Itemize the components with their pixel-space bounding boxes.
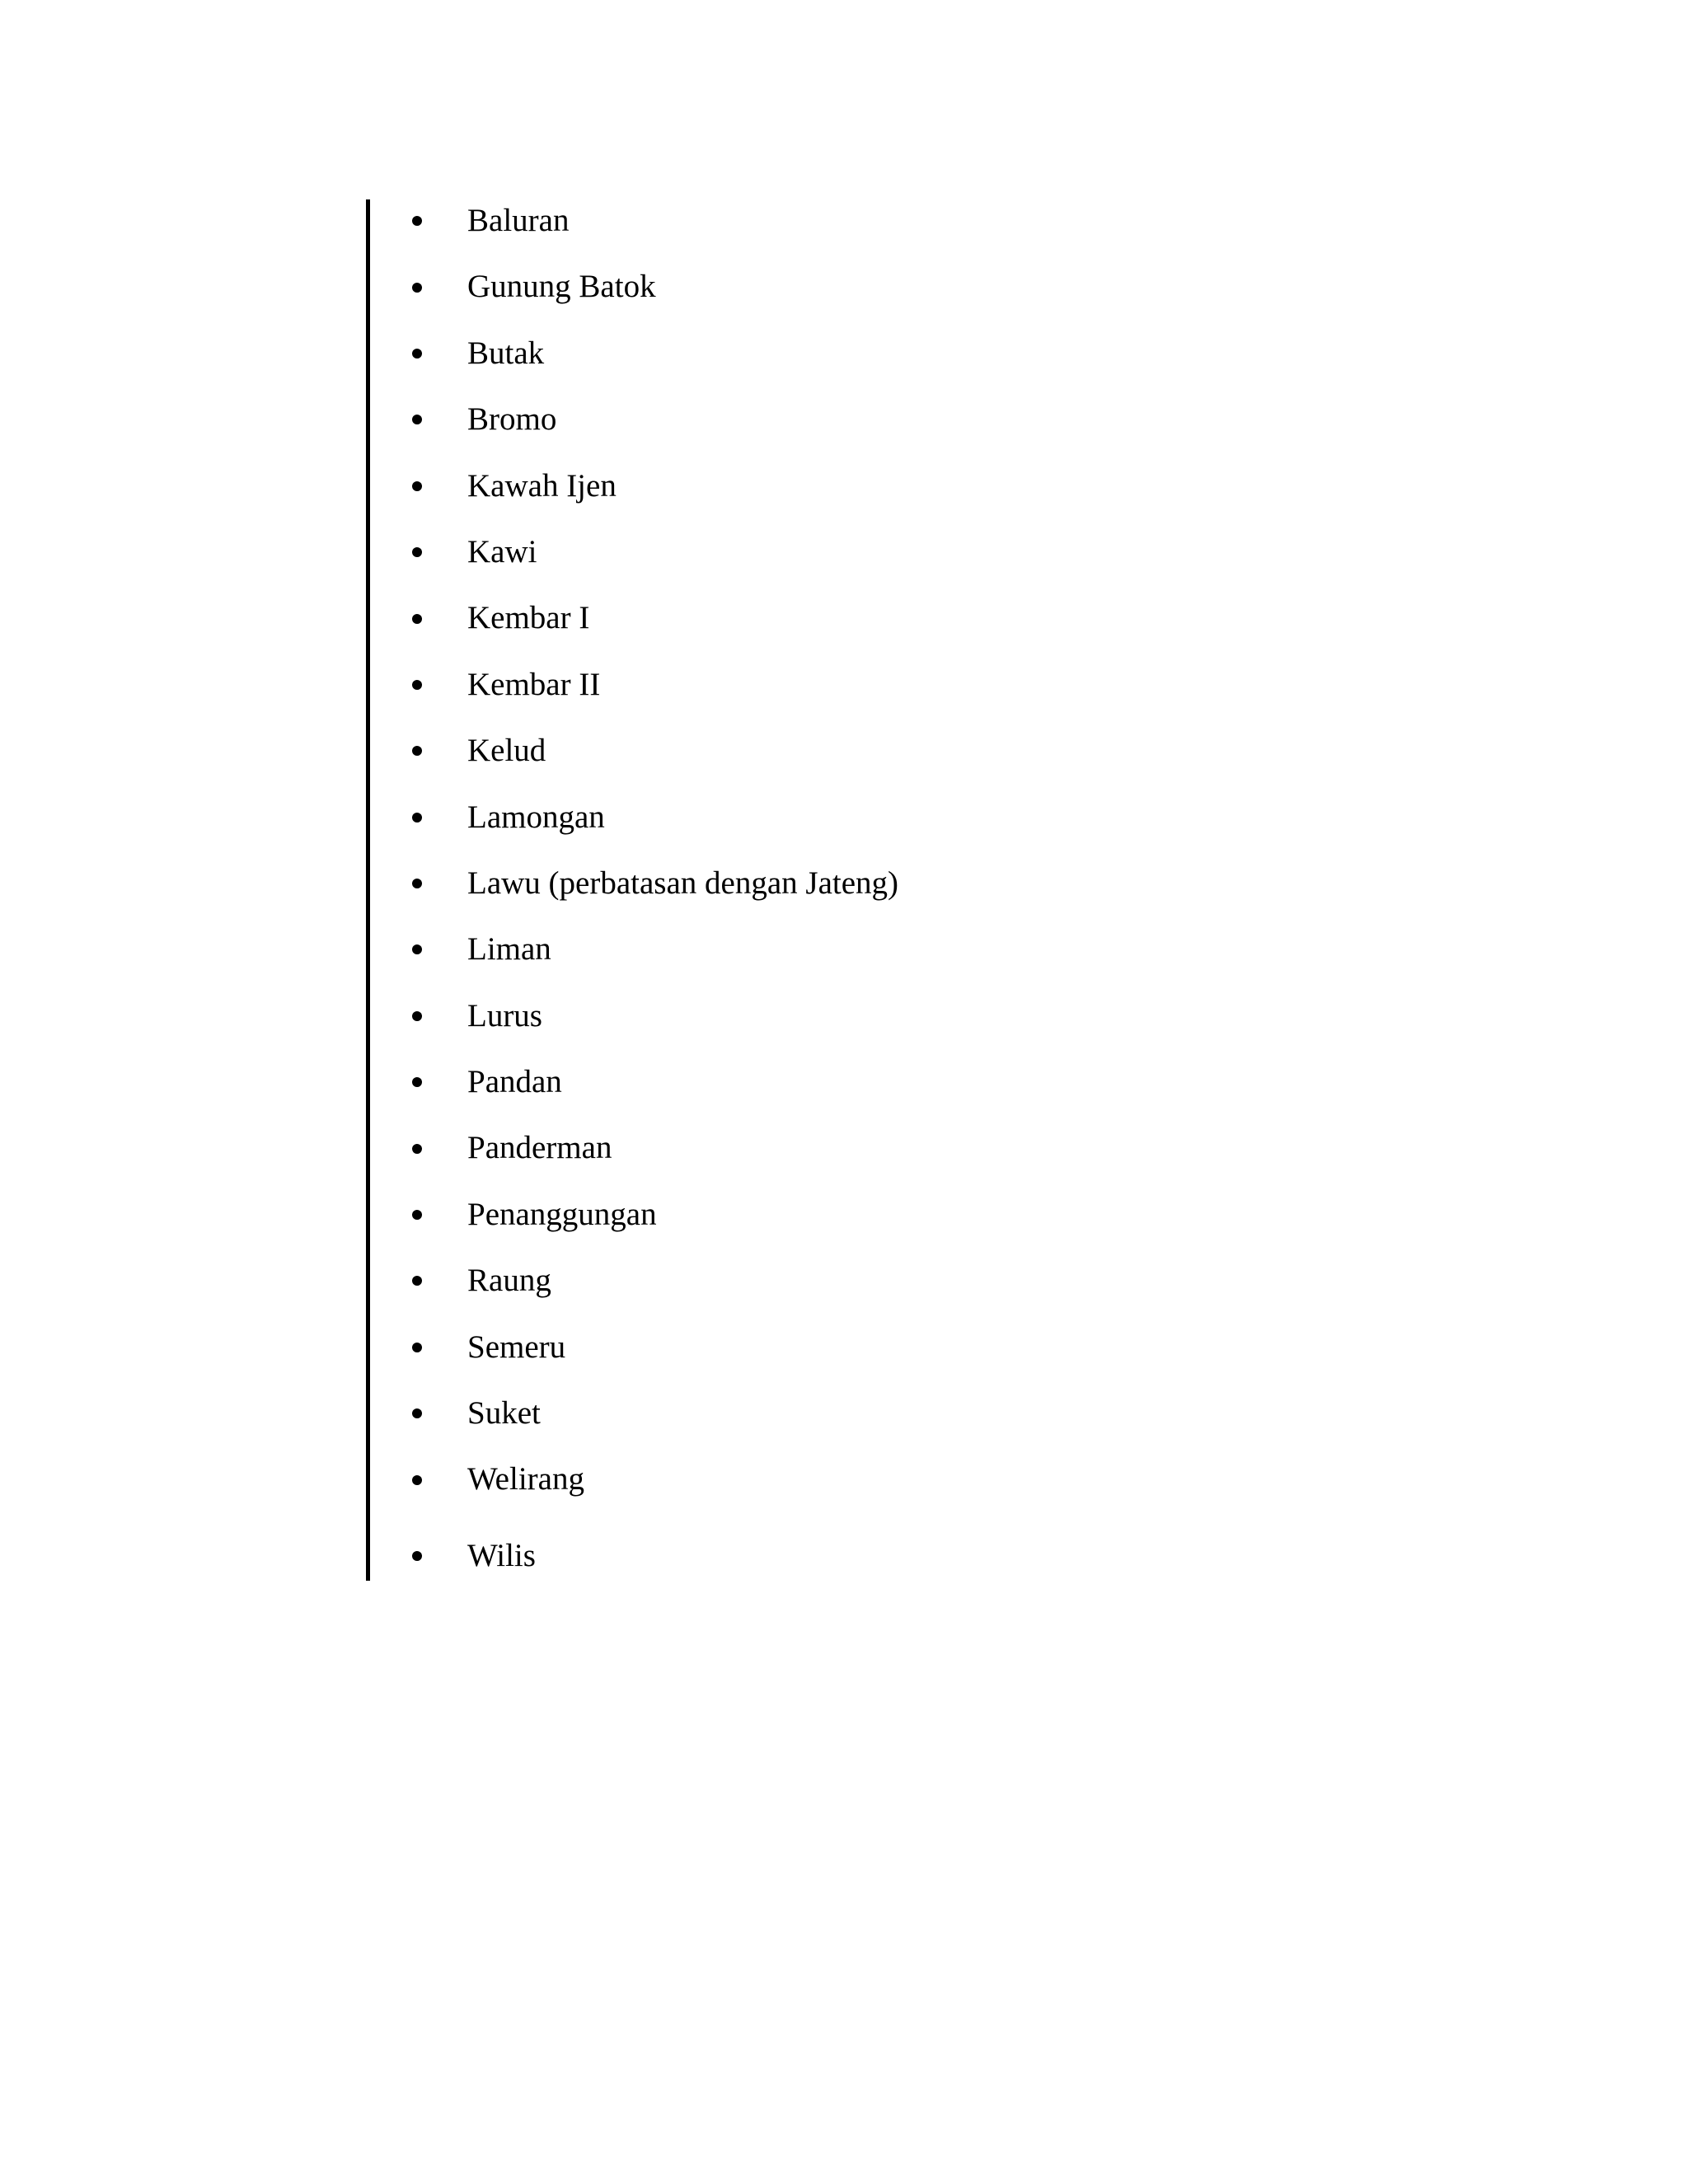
bullet-icon <box>412 1210 422 1220</box>
bullet-icon <box>412 944 422 954</box>
list-item-label: Pandan <box>467 1064 562 1100</box>
list-item-label: Bromo <box>467 401 557 438</box>
bullet-icon <box>412 1408 422 1418</box>
bullet-icon <box>412 349 422 359</box>
list-item-label: Panderman <box>467 1130 612 1166</box>
bullet-icon <box>412 1011 422 1021</box>
bullet-icon <box>412 481 422 491</box>
bullet-icon <box>412 879 422 888</box>
revision-change-bar <box>366 199 370 1581</box>
bullet-icon <box>412 813 422 823</box>
list-item-label: Liman <box>467 931 551 968</box>
list-item-label: Semeru <box>467 1329 566 1365</box>
list-item-label: Lawu (perbatasan dengan Jateng) <box>467 865 899 901</box>
bullet-icon <box>412 216 422 226</box>
list-item-label: Penanggungan <box>467 1196 657 1232</box>
bullet-icon <box>412 547 422 557</box>
bullet-icon <box>412 1144 422 1154</box>
list-item-label: Suket <box>467 1395 541 1432</box>
list-item-label: Lurus <box>467 997 542 1033</box>
bullet-icon <box>412 680 422 690</box>
list-item-label: Kembar I <box>467 600 590 636</box>
list-item-label: Kawi <box>467 533 537 569</box>
list-item-label: Baluran <box>467 203 570 238</box>
bullet-icon <box>412 1077 422 1087</box>
list-item-label: Raung <box>467 1263 551 1299</box>
list-item-label: Butak <box>467 335 545 371</box>
bullet-icon <box>412 614 422 624</box>
bullet-icon <box>412 1551 422 1561</box>
bullet-icon <box>412 1343 422 1352</box>
bullet-icon <box>412 1475 422 1485</box>
list-item-label: Wilis <box>467 1537 536 1573</box>
bullet-icon <box>412 746 422 756</box>
list-item-label: Kelud <box>467 733 546 769</box>
list-item-label: Gunung Batok <box>467 269 656 305</box>
list-item-label: Lamongan <box>467 799 605 835</box>
bullet-icon <box>412 1276 422 1286</box>
list-item-label: Kawah Ijen <box>467 467 617 504</box>
bullet-icon <box>412 415 422 424</box>
list-item-label: Kembar II <box>467 666 601 702</box>
list-item-label: Welirang <box>467 1461 584 1497</box>
bullet-icon <box>412 283 422 293</box>
